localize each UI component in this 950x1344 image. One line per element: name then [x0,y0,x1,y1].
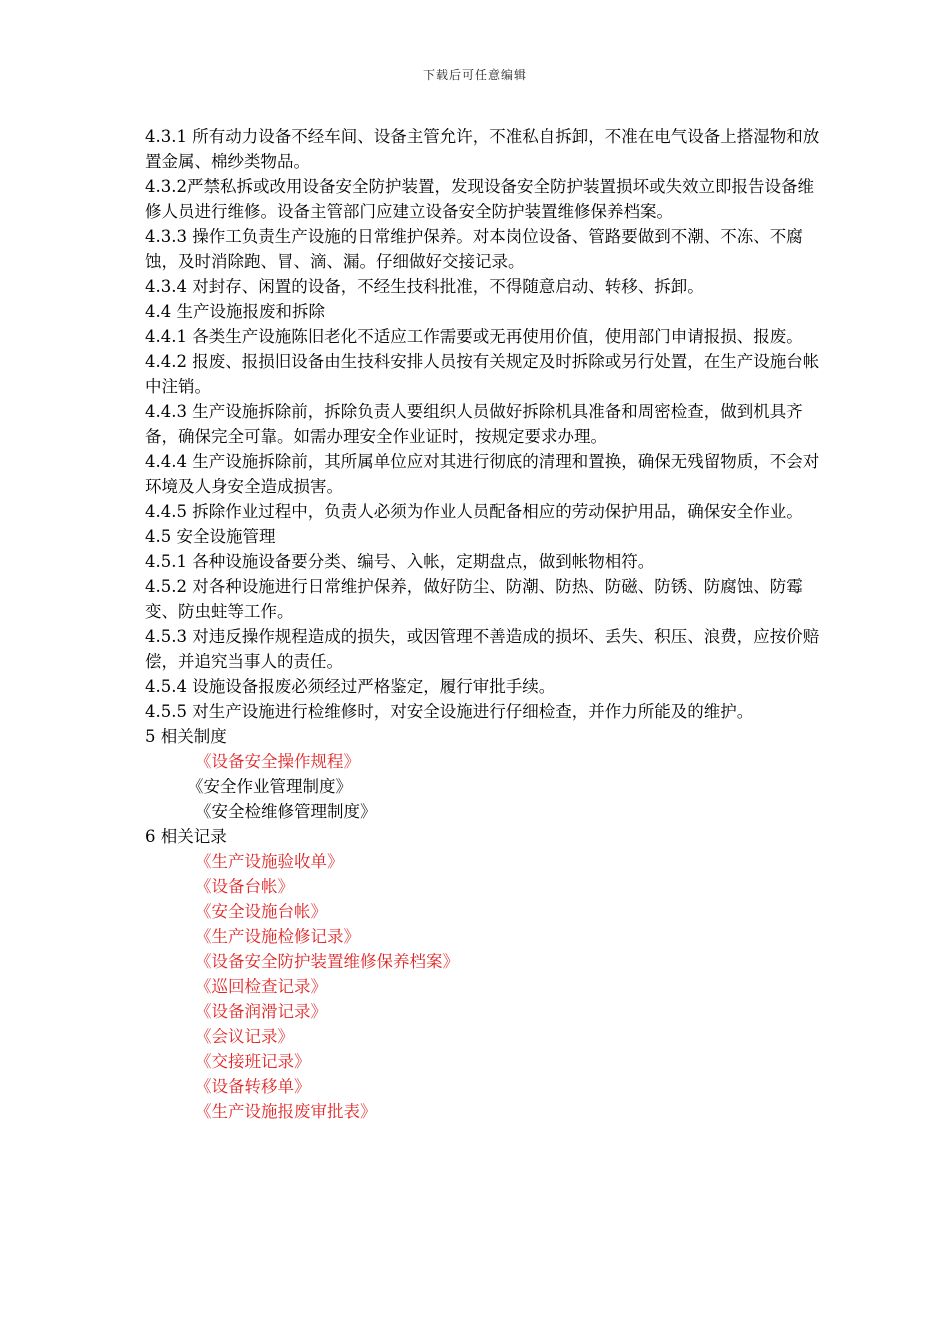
related-record-item: 《生产设施检修记录》 [195,927,360,946]
related-record-item: 《巡回检查记录》 [195,977,327,996]
paragraph-4-3-3: 4.3.3 操作工负责生产设施的日常维护保养。对本岗位设备、管路要做到不潮、不冻、不腐蚀，及时消除跑、冒、滴、漏。仔细做好交接记录。 [145,227,803,271]
paragraph-4-3-4: 4.3.4 对封存、闲置的设备，不经生技科批准，不得随意启动、转移、拆卸。 [145,277,704,296]
related-record-item: 《生产设施报废审批表》 [195,1102,377,1121]
paragraph-4-4-4: 4.4.4 生产设施拆除前，其所属单位应对其进行彻底的清理和置换，确保无残留物质，不会对环境及人身安全造成损害。 [145,452,820,496]
related-record-item: 《交接班记录》 [195,1052,311,1071]
paragraph-4-4-2: 4.4.2 报废、报损旧设备由生技科安排人员按有关规定及时拆除或另行处置，在生产设施台帐中注销。 [145,352,820,396]
paragraph-4-5-1: 4.5.1 各种设施设备要分类、编号、入帐，定期盘点，做到帐物相符。 [145,552,655,571]
paragraph-4-4-3: 4.4.3 生产设施拆除前，拆除负责人要组织人员做好拆除机具准备和周密检查，做到机具齐备，确保完全可靠。如需办理安全作业证时，按规定要求办理。 [145,402,803,446]
paragraph-4-3-2: 4.3.2严禁私拆或改用设备安全防护装置，发现设备安全防护装置损坏或失效立即报告设备维修人员进行维修。设备主管部门应建立设备安全防护装置维修保养档案。 [145,177,814,221]
paragraph-4-5-5: 4.5.5 对生产设施进行检维修时，对安全设施进行仔细检查，并作力所能及的维护。 [145,702,754,721]
paragraph-4-5-3: 4.5.3 对违反操作规程造成的损失，或因管理不善造成的损坏、丢失、积压、浪费，应按价赔偿，并追究当事人的责任。 [145,627,820,671]
document-body [145,124,825,1124]
paragraph-4-5-2: 4.5.2 对各种设施进行日常维护保养，做好防尘、防潮、防热、防磁、防锈、防腐蚀、防霉变、防虫蛀等工作。 [145,577,803,621]
related-record-item: 《安全设施台帐》 [195,902,327,921]
related-record-item: 《设备润滑记录》 [195,1002,327,1021]
paragraph-4-4-1: 4.4.1 各类生产设施陈旧老化不适应工作需要或无再使用价值，使用部门申请报损、报废。 [145,327,803,346]
related-record-item: 《设备转移单》 [195,1077,311,1096]
paragraph-4-4-5: 4.4.5 拆除作业过程中，负责人必须为作业人员配备相应的劳动保护用品，确保安全作业。 [145,502,803,521]
related-regulation-item: 《安全作业管理制度》 [187,777,352,796]
related-regulation-item: 《设备安全操作规程》 [195,752,360,771]
page-header: 下载后可任意编辑 [422,68,527,82]
related-record-item: 《设备安全防护装置维修保养档案》 [195,952,459,971]
heading-4-4: 4.4 生产设施报废和拆除 [145,302,325,321]
heading-section-6: 6 相关记录 [145,827,227,846]
paragraph-4-5-4: 4.5.4 设施设备报废必须经过严格鉴定，履行审批手续。 [145,677,556,696]
related-record-item: 《设备台帐》 [195,877,294,896]
heading-4-5: 4.5 安全设施管理 [145,527,276,546]
related-record-item: 《会议记录》 [195,1027,294,1046]
heading-section-5: 5 相关制度 [145,727,227,746]
paragraph-4-3-1: 4.3.1 所有动力设备不经车间、设备主管允许，不准私自拆卸，不准在电气设备上搭湿物和放置金属、棉纱类物品。 [145,127,820,171]
related-record-item: 《生产设施验收单》 [195,852,344,871]
related-regulation-item: 《安全检维修管理制度》 [195,802,377,821]
